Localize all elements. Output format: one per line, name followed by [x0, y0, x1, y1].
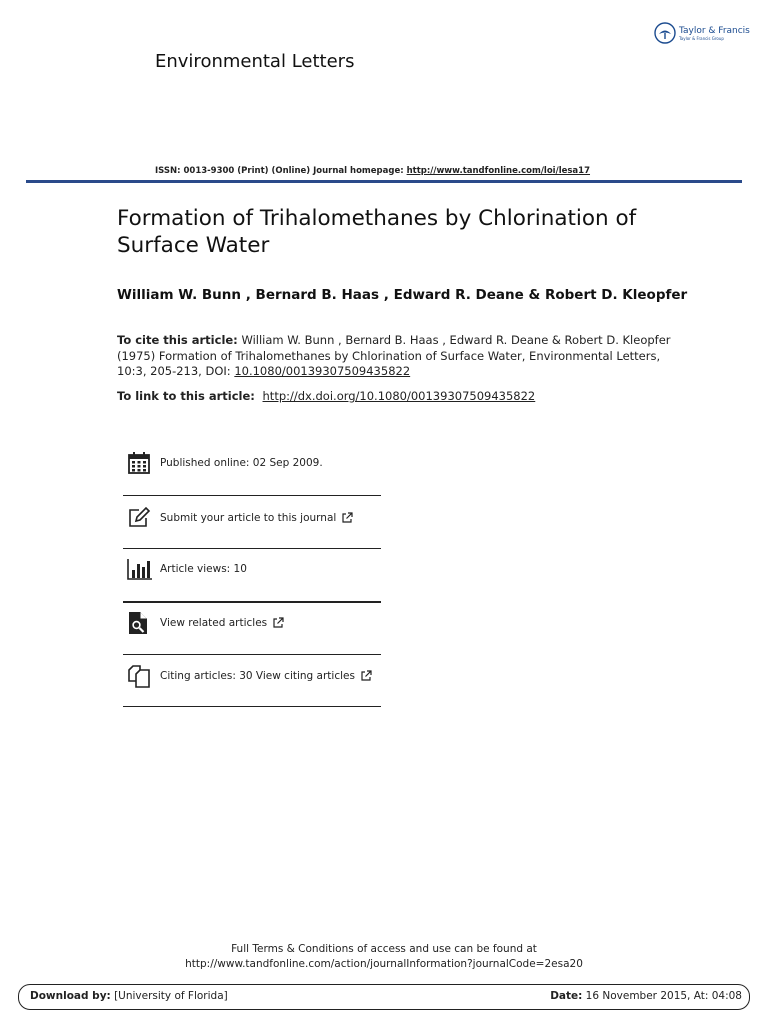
- download-by: [30, 990, 228, 1002]
- document-search-icon: [127, 610, 157, 636]
- link-label: To link to this article:: [117, 389, 259, 403]
- article-views-row: [123, 556, 381, 582]
- download-date: [550, 990, 742, 1002]
- publisher-logo-text: Taylor & Francis: [679, 25, 750, 36]
- published-row: [123, 450, 381, 476]
- external-link-icon: [341, 512, 353, 524]
- divider: [123, 495, 381, 496]
- terms-url[interactable]: http://www.tandfonline.com/action/journalInformation?journalCode=2esa20: [185, 958, 583, 970]
- doi-link[interactable]: 10.1080/00139307509435822: [234, 364, 411, 378]
- published-date: Published online: 02 Sep 2009.: [160, 457, 323, 469]
- download-label: Download by:: [30, 990, 111, 1002]
- date-label: Date:: [550, 990, 583, 1002]
- journal-title: Environmental Letters: [155, 51, 355, 72]
- article-authors: William W. Bunn , Bernard B. Haas , Edward R. Deane & Robert D. Kleopfer: [117, 287, 688, 303]
- article-link-line: [117, 389, 535, 403]
- cite-text: William W. Bunn , Bernard B. Haas , Edward R. Deane & Robert D. Kleopfer (1975) Formation of Trihalomethanes by Chlorination of Surface Water, Environmental Letters, 10:3, 205-213, DOI:: [117, 333, 671, 378]
- footer-terms: [0, 942, 768, 972]
- related-articles-link[interactable]: [123, 610, 381, 636]
- publisher-logo-subtext: Taylor & Francis Group: [679, 35, 724, 41]
- divider: [123, 601, 381, 603]
- taylor-francis-logo-icon: [654, 22, 676, 44]
- citation-block: [117, 333, 677, 380]
- calendar-icon: [127, 450, 157, 476]
- external-link-icon: [360, 670, 372, 682]
- citing-articles-text[interactable]: Citing articles: 30 View citing articles: [160, 670, 355, 682]
- date-value: 16 November 2015, At: 04:08: [582, 990, 742, 1002]
- external-link-icon: [272, 617, 284, 629]
- publisher-logo[interactable]: [654, 22, 750, 44]
- article-url-link[interactable]: http://dx.doi.org/10.1080/00139307509435822: [262, 389, 536, 403]
- issn-line: [155, 166, 590, 176]
- citing-articles-link[interactable]: [123, 663, 381, 689]
- journal-homepage-link[interactable]: http://www.tandfonline.com/loi/lesa17: [406, 166, 591, 176]
- article-views: Article views: 10: [160, 563, 247, 575]
- cite-label: To cite this article:: [117, 333, 238, 347]
- edit-icon: [127, 505, 157, 531]
- divider: [123, 654, 381, 655]
- submit-article-link[interactable]: [123, 505, 381, 531]
- article-title: Formation of Trihalomethanes by Chlorination of Surface Water: [117, 206, 637, 258]
- related-articles-text[interactable]: View related articles: [160, 617, 268, 629]
- submit-article-text[interactable]: Submit your article to this journal: [160, 512, 337, 524]
- divider: [123, 706, 381, 707]
- bar-chart-icon: [127, 556, 157, 582]
- download-value: [University of Florida]: [110, 990, 228, 1002]
- issn-text: ISSN: 0013-9300 (Print) (Online) Journal homepage:: [155, 166, 407, 176]
- terms-line-1: Full Terms & Conditions of access and use can be found at: [231, 943, 537, 955]
- divider: [123, 548, 381, 549]
- copy-documents-icon: [127, 663, 157, 689]
- header-rule: [26, 180, 742, 183]
